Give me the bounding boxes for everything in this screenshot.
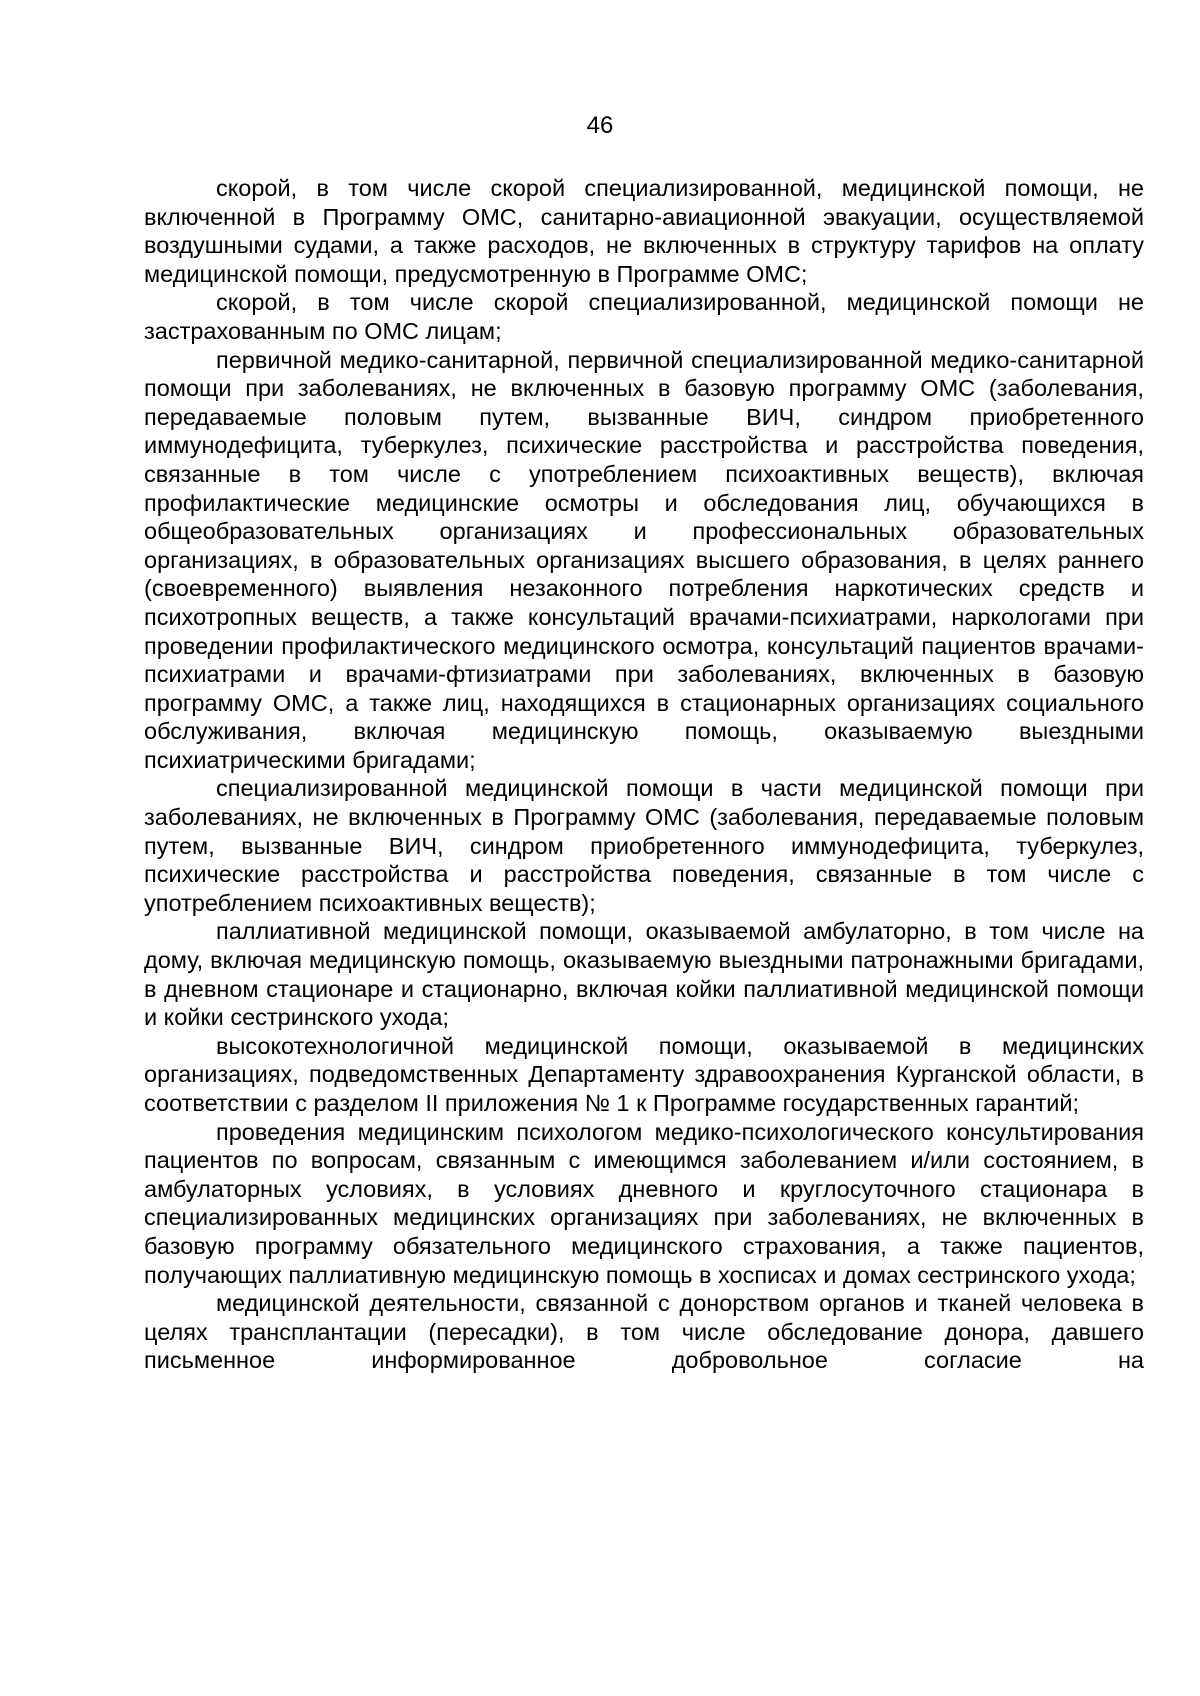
paragraph-ambulance-non-oms: скорой, в том числе скорой специализированной, медицинской помощи, не включенной в Программу ОМС, санитарно-авиационной эвакуации, осуществляемой воздушными судами, а также расходов, не включенных в структуру тарифов на оплату медицинской помощи, предусмотренную в Программе ОМС; — [144, 175, 1144, 287]
paragraph-specialized-care: специализированной медицинской помощи в части медицинской помощи при заболеваниях, не включенных в Программу ОМС (заболевания, передаваемые половым путем, вызванные ВИЧ, синдром приобретенного иммунодефицита, туберкулез, психические расстройства и расстройства поведения, связанные в том числе с употреблением психоактивных веществ); — [144, 775, 1144, 916]
page-number: 46 — [586, 112, 614, 139]
paragraph-primary-care: первичной медико-санитарной, первичной специализированной медико-санитарной помощи при заболеваниях, не включенных в базовую программу ОМС (заболевания, передаваемые половым путем, вызванные ВИЧ, синдром приобретенного иммунодефицита, туберкулез, психические расстройства и расстройства поведения, связанные в том числе с употреблением психоактивных веществ), включая профилактические медицинские осмотры и обследования лиц, обучающихся в общеобразовательных организациях и профессиональных образовательных организациях, в образовательных организациях высшего образования, в целях раннего (своевременного) выявления незаконного потребления наркотических средств и психотропных веществ, а также консультаций врачами-психиатрами, наркологами при проведении профилактического медицинского осмотра, консультаций пациентов врачами-психиатрами и врачами-фтизиатрами при заболеваниях, включенных в базовую программу ОМС, а также лиц, находящихся в стационарных организациях социального обслуживания, включая медицинскую помощь, оказываемую выездными психиатрическими бригадами; — [144, 346, 1144, 773]
paragraph-palliative-care: паллиативной медицинской помощи, оказываемой амбулаторно, в том числе на дому, включая медицинскую помощь, оказываемую выездными патронажными бригадами, в дневном стационаре и стационарно, включая койки паллиативной медицинской помощи и койки сестринского ухода; — [144, 918, 1144, 1031]
paragraph-psychological-counseling: проведения медицинским психологом медико-психологического консультирования пациентов по вопросам, связанным с имеющимся заболеванием и/или состоянием, в амбулаторных условиях, в условиях дневного и круглосуточного стационара в специализированных медицинских организациях при заболеваниях, не включенных в базовую программу обязательного медицинского страхования, а также пациентов, получающих паллиативную медицинскую помощь в хосписах и домах сестринского ухода; — [144, 1118, 1144, 1288]
paragraph-organ-donation: медицинской деятельности, связанной с донорством органов и тканей человека в целях трансплантации (пересадки), в том числе обследование донора, давшего письменное информированное добровольное согласие на — [144, 1290, 1144, 1374]
paragraph-ambulance-uninsured: скорой, в том числе скорой специализированной, медицинской помощи не застрахованным по ОМС лицам; — [144, 289, 1144, 344]
document-body — [144, 174, 1144, 1375]
paragraph-high-tech-care: высокотехнологичной медицинской помощи, оказываемой в медицинских организациях, подведомственных Департаменту здравоохранения Курганской области, в соответствии с разделом II приложения № 1 к Программе государственных гарантий; — [144, 1032, 1144, 1116]
